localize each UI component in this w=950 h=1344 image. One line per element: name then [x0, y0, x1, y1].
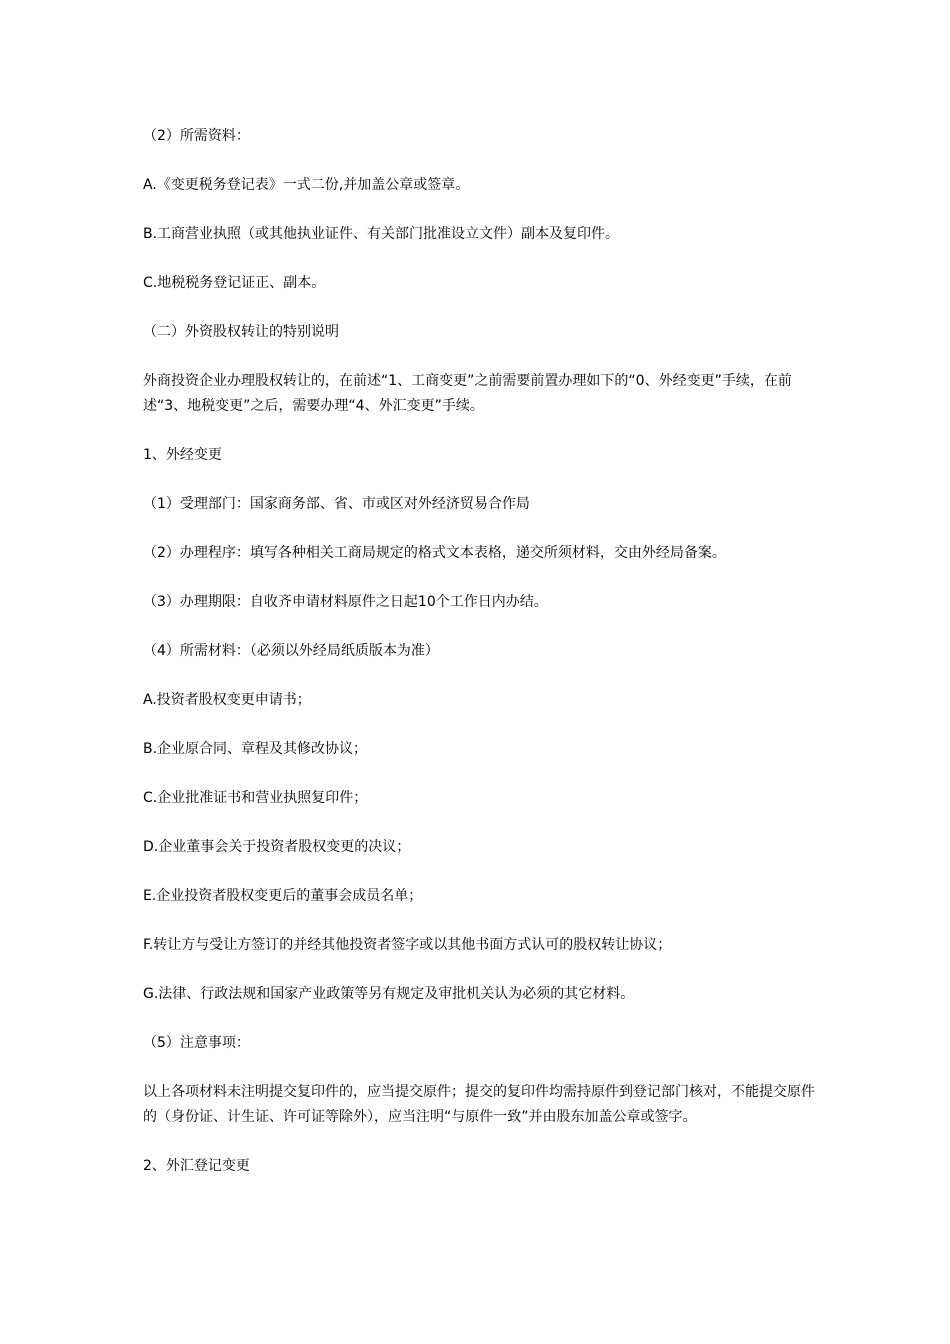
- paragraph: 1、外经变更: [143, 447, 222, 463]
- paragraph: （4）所需材料：（必须以外经局纸质版本为准）: [143, 643, 439, 659]
- paragraph: A.《变更税务登记表》一式二份,并加盖公章或签章。: [143, 177, 470, 193]
- paragraph: （2）所需资料：: [143, 128, 250, 144]
- paragraph: 外商投资企业办理股权转让的，在前述“1、工商变更”之前需要前置办理如下的“0、外经变更”手续，在前述“3、地税变更”之后，需要办理“4、外汇变更”手续。: [143, 373, 792, 414]
- paragraph: E.企业投资者股权变更后的董事会成员名单；: [143, 888, 423, 904]
- paragraph: A.投资者股权变更申请书；: [143, 692, 311, 708]
- paragraph: B.企业原合同、章程及其修改协议；: [143, 741, 368, 757]
- paragraph: F.转让方与受让方签订的并经其他投资者签字或以其他书面方式认可的股权转让协议；: [143, 937, 672, 953]
- document-body: [143, 124, 815, 1203]
- paragraph: （3）办理期限：自收齐申请材料原件之日起10个工作日内办结。: [143, 594, 548, 610]
- paragraph: D.企业董事会关于投资者股权变更的决议；: [143, 839, 411, 855]
- paragraph: （2）办理程序：填写各种相关工商局规定的格式文本表格，递交所须材料，交由外经局备案。: [143, 545, 726, 561]
- paragraph: C.地税税务登记证正、副本。: [143, 275, 326, 291]
- paragraph: （1）受理部门：国家商务部、省、市或区对外经济贸易合作局: [143, 496, 530, 512]
- paragraph: B.工商营业执照（或其他执业证件、有关部门批准设立文件）副本及复印件。: [143, 226, 620, 242]
- paragraph: （二）外资股权转让的特别说明: [143, 324, 339, 340]
- paragraph: 2、外汇登记变更: [143, 1158, 250, 1174]
- paragraph: G.法律、行政法规和国家产业政策等另有规定及审批机关认为必须的其它材料。: [143, 986, 635, 1002]
- paragraph: （5）注意事项：: [143, 1035, 250, 1051]
- paragraph: C.企业批准证书和营业执照复印件；: [143, 790, 368, 806]
- paragraph: 以上各项材料未注明提交复印件的，应当提交原件；提交的复印件均需持原件到登记部门核对，不能提交原件的（身份证、计生证、许可证等除外），应当注明“与原件一致”并由股东加盖公章或签字。: [143, 1084, 815, 1125]
